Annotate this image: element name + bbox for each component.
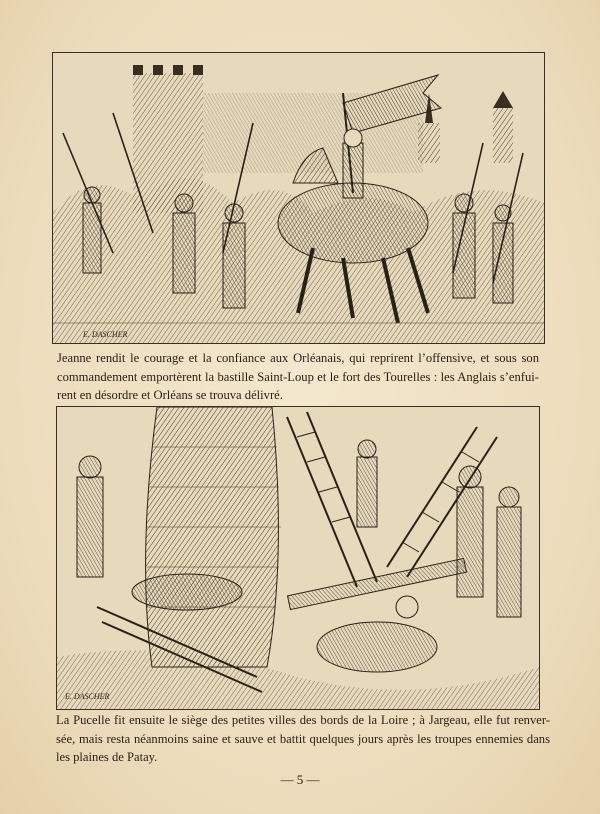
caption-line: La Pucelle fit ensuite le siège des petites villes des bords de la Loire ; à Jargeau, elle fut renver- (56, 713, 550, 727)
caption-line: Jeanne rendit le courage et la confiance aux Orléanais, qui reprirent l’offensive, et sous son (57, 351, 539, 365)
engraver-signature-1: E. DASCHER (83, 330, 128, 339)
page-number: — 5 — (280, 772, 320, 787)
engraving-siege-scene (57, 407, 539, 709)
caption-jargeau (56, 711, 550, 767)
caption-line: sée, mais resta néanmoins saine et sauve et battit quelques jours après les troupes ennemies dans (56, 731, 550, 746)
illustration-battle-orleans (52, 52, 545, 344)
caption-line: les plaines de Patay. (56, 750, 158, 764)
caption-orleans (57, 349, 539, 405)
engraver-signature-2: E. DASCHER (65, 692, 110, 701)
caption-line: rent en désordre et Orléans se trouva délivré. (57, 388, 283, 402)
engraving-battle-scene (53, 53, 544, 343)
illustration-siege-jargeau (56, 406, 540, 710)
caption-line: commandement emportèrent la bastille Saint-Loup et le fort des Tourelles : les Anglais s’enfui- (57, 369, 539, 384)
